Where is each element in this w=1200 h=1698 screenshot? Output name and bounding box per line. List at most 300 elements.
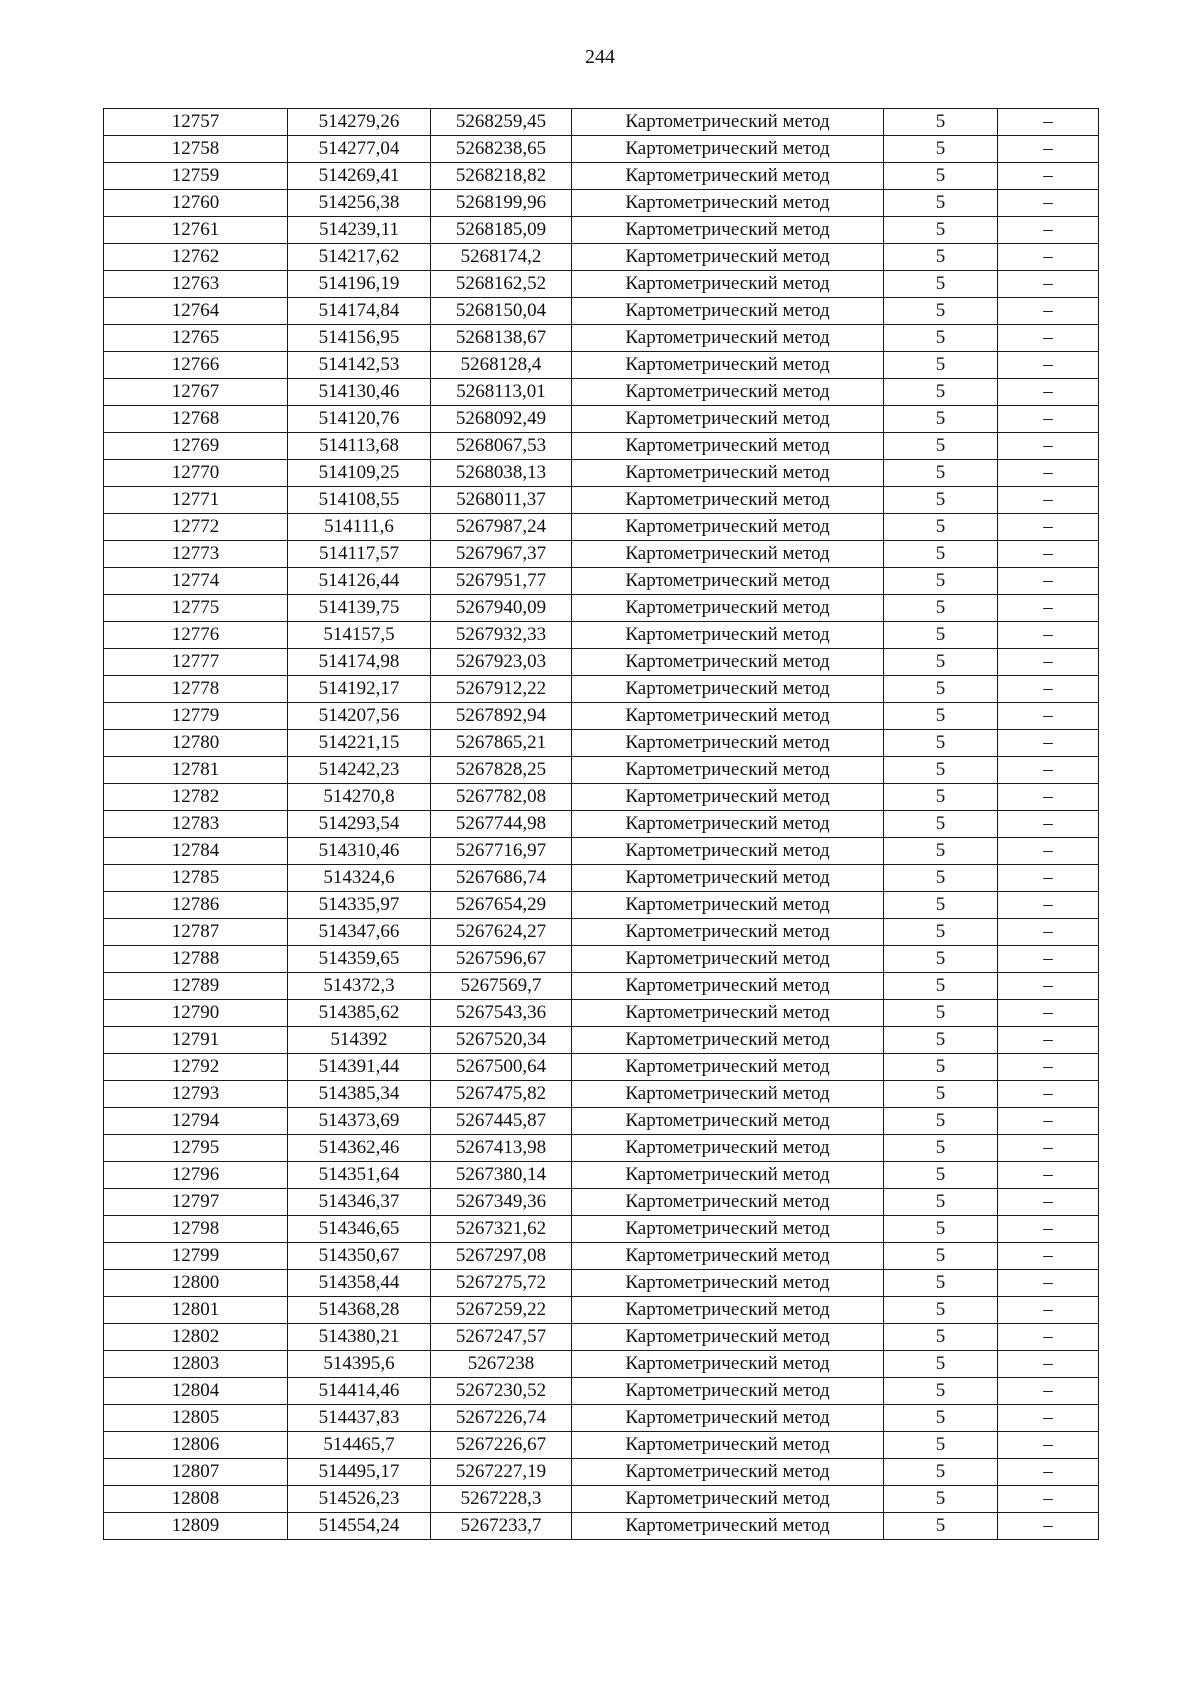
accuracy-cell: 5	[884, 1324, 998, 1351]
y-coordinate-cell: 5267413,98	[431, 1135, 572, 1162]
table-row	[104, 919, 1099, 946]
note-cell: –	[998, 1000, 1099, 1027]
table-row	[104, 109, 1099, 136]
accuracy-cell: 5	[884, 1351, 998, 1378]
y-coordinate-cell: 5268011,37	[431, 487, 572, 514]
table-row	[104, 973, 1099, 1000]
x-coordinate-cell: 514465,7	[288, 1432, 431, 1459]
accuracy-cell: 5	[884, 865, 998, 892]
accuracy-cell: 5	[884, 514, 998, 541]
note-cell: –	[998, 1243, 1099, 1270]
point-number-cell: 12783	[104, 811, 288, 838]
note-cell: –	[998, 919, 1099, 946]
table-row	[104, 1405, 1099, 1432]
table-row	[104, 1000, 1099, 1027]
accuracy-cell: 5	[884, 1216, 998, 1243]
accuracy-cell: 5	[884, 163, 998, 190]
method-cell: Картометрический метод	[572, 352, 884, 379]
y-coordinate-cell: 5268092,49	[431, 406, 572, 433]
table-row	[104, 1378, 1099, 1405]
accuracy-cell: 5	[884, 136, 998, 163]
note-cell: –	[998, 730, 1099, 757]
point-number-cell: 12802	[104, 1324, 288, 1351]
y-coordinate-cell: 5267951,77	[431, 568, 572, 595]
note-cell: –	[998, 892, 1099, 919]
note-cell: –	[998, 163, 1099, 190]
x-coordinate-cell: 514139,75	[288, 595, 431, 622]
note-cell: –	[998, 1081, 1099, 1108]
y-coordinate-cell: 5267596,67	[431, 946, 572, 973]
accuracy-cell: 5	[884, 1189, 998, 1216]
point-number-cell: 12770	[104, 460, 288, 487]
table-row	[104, 595, 1099, 622]
method-cell: Картометрический метод	[572, 757, 884, 784]
note-cell: –	[998, 1405, 1099, 1432]
method-cell: Картометрический метод	[572, 298, 884, 325]
note-cell: –	[998, 595, 1099, 622]
coordinates-table	[103, 108, 1099, 1540]
x-coordinate-cell: 514270,8	[288, 784, 431, 811]
table-row	[104, 1027, 1099, 1054]
note-cell: –	[998, 352, 1099, 379]
y-coordinate-cell: 5267892,94	[431, 703, 572, 730]
y-coordinate-cell: 5267967,37	[431, 541, 572, 568]
note-cell: –	[998, 1486, 1099, 1513]
note-cell: –	[998, 1324, 1099, 1351]
x-coordinate-cell: 514157,5	[288, 622, 431, 649]
x-coordinate-cell: 514362,46	[288, 1135, 431, 1162]
note-cell: –	[998, 136, 1099, 163]
accuracy-cell: 5	[884, 1162, 998, 1189]
table-row	[104, 379, 1099, 406]
table-row	[104, 1297, 1099, 1324]
y-coordinate-cell: 5267912,22	[431, 676, 572, 703]
x-coordinate-cell: 514269,41	[288, 163, 431, 190]
y-coordinate-cell: 5267987,24	[431, 514, 572, 541]
table-row	[104, 1135, 1099, 1162]
method-cell: Картометрический метод	[572, 1108, 884, 1135]
note-cell: –	[998, 784, 1099, 811]
point-number-cell: 12771	[104, 487, 288, 514]
method-cell: Картометрический метод	[572, 460, 884, 487]
point-number-cell: 12763	[104, 271, 288, 298]
x-coordinate-cell: 514351,64	[288, 1162, 431, 1189]
x-coordinate-cell: 514120,76	[288, 406, 431, 433]
method-cell: Картометрический метод	[572, 1027, 884, 1054]
table-row	[104, 460, 1099, 487]
table-row	[104, 433, 1099, 460]
y-coordinate-cell: 5268174,2	[431, 244, 572, 271]
table-row	[104, 1216, 1099, 1243]
accuracy-cell: 5	[884, 109, 998, 136]
accuracy-cell: 5	[884, 568, 998, 595]
accuracy-cell: 5	[884, 325, 998, 352]
note-cell: –	[998, 298, 1099, 325]
point-number-cell: 12784	[104, 838, 288, 865]
note-cell: –	[998, 487, 1099, 514]
method-cell: Картометрический метод	[572, 1459, 884, 1486]
note-cell: –	[998, 622, 1099, 649]
y-coordinate-cell: 5267716,97	[431, 838, 572, 865]
table-row	[104, 838, 1099, 865]
accuracy-cell: 5	[884, 1459, 998, 1486]
y-coordinate-cell: 5267782,08	[431, 784, 572, 811]
y-coordinate-cell: 5268199,96	[431, 190, 572, 217]
point-number-cell: 12769	[104, 433, 288, 460]
accuracy-cell: 5	[884, 1513, 998, 1540]
accuracy-cell: 5	[884, 892, 998, 919]
accuracy-cell: 5	[884, 541, 998, 568]
note-cell: –	[998, 190, 1099, 217]
y-coordinate-cell: 5267297,08	[431, 1243, 572, 1270]
method-cell: Картометрический метод	[572, 892, 884, 919]
x-coordinate-cell: 514142,53	[288, 352, 431, 379]
table-row	[104, 622, 1099, 649]
x-coordinate-cell: 514174,84	[288, 298, 431, 325]
x-coordinate-cell: 514391,44	[288, 1054, 431, 1081]
point-number-cell: 12775	[104, 595, 288, 622]
note-cell: –	[998, 1459, 1099, 1486]
note-cell: –	[998, 1270, 1099, 1297]
accuracy-cell: 5	[884, 1081, 998, 1108]
note-cell: –	[998, 676, 1099, 703]
point-number-cell: 12797	[104, 1189, 288, 1216]
point-number-cell: 12794	[104, 1108, 288, 1135]
point-number-cell: 12808	[104, 1486, 288, 1513]
x-coordinate-cell: 514526,23	[288, 1486, 431, 1513]
y-coordinate-cell: 5267923,03	[431, 649, 572, 676]
accuracy-cell: 5	[884, 946, 998, 973]
point-number-cell: 12759	[104, 163, 288, 190]
y-coordinate-cell: 5268185,09	[431, 217, 572, 244]
accuracy-cell: 5	[884, 622, 998, 649]
point-number-cell: 12807	[104, 1459, 288, 1486]
accuracy-cell: 5	[884, 595, 998, 622]
method-cell: Картометрический метод	[572, 325, 884, 352]
y-coordinate-cell: 5267226,74	[431, 1405, 572, 1432]
accuracy-cell: 5	[884, 676, 998, 703]
x-coordinate-cell: 514347,66	[288, 919, 431, 946]
point-number-cell: 12792	[104, 1054, 288, 1081]
table-row	[104, 1108, 1099, 1135]
point-number-cell: 12781	[104, 757, 288, 784]
x-coordinate-cell: 514113,68	[288, 433, 431, 460]
x-coordinate-cell: 514335,97	[288, 892, 431, 919]
method-cell: Картометрический метод	[572, 676, 884, 703]
note-cell: –	[998, 406, 1099, 433]
y-coordinate-cell: 5267238	[431, 1351, 572, 1378]
accuracy-cell: 5	[884, 244, 998, 271]
table-row	[104, 568, 1099, 595]
accuracy-cell: 5	[884, 298, 998, 325]
x-coordinate-cell: 514221,15	[288, 730, 431, 757]
x-coordinate-cell: 514239,11	[288, 217, 431, 244]
point-number-cell: 12809	[104, 1513, 288, 1540]
table-row	[104, 649, 1099, 676]
method-cell: Картометрический метод	[572, 1189, 884, 1216]
note-cell: –	[998, 1432, 1099, 1459]
x-coordinate-cell: 514385,34	[288, 1081, 431, 1108]
y-coordinate-cell: 5268038,13	[431, 460, 572, 487]
y-coordinate-cell: 5267475,82	[431, 1081, 572, 1108]
point-number-cell: 12762	[104, 244, 288, 271]
y-coordinate-cell: 5268162,52	[431, 271, 572, 298]
accuracy-cell: 5	[884, 190, 998, 217]
accuracy-cell: 5	[884, 1027, 998, 1054]
note-cell: –	[998, 811, 1099, 838]
table-row	[104, 892, 1099, 919]
method-cell: Картометрический метод	[572, 622, 884, 649]
table-row	[104, 1270, 1099, 1297]
table-row	[104, 1189, 1099, 1216]
y-coordinate-cell: 5267520,34	[431, 1027, 572, 1054]
method-cell: Картометрический метод	[572, 1351, 884, 1378]
accuracy-cell: 5	[884, 379, 998, 406]
accuracy-cell: 5	[884, 919, 998, 946]
y-coordinate-cell: 5267233,7	[431, 1513, 572, 1540]
method-cell: Картометрический метод	[572, 514, 884, 541]
accuracy-cell: 5	[884, 784, 998, 811]
method-cell: Картометрический метод	[572, 406, 884, 433]
x-coordinate-cell: 514192,17	[288, 676, 431, 703]
point-number-cell: 12774	[104, 568, 288, 595]
note-cell: –	[998, 541, 1099, 568]
method-cell: Картометрический метод	[572, 379, 884, 406]
accuracy-cell: 5	[884, 838, 998, 865]
x-coordinate-cell: 514358,44	[288, 1270, 431, 1297]
x-coordinate-cell: 514256,38	[288, 190, 431, 217]
y-coordinate-cell: 5267247,57	[431, 1324, 572, 1351]
note-cell: –	[998, 1108, 1099, 1135]
accuracy-cell: 5	[884, 1270, 998, 1297]
table-row	[104, 271, 1099, 298]
x-coordinate-cell: 514373,69	[288, 1108, 431, 1135]
point-number-cell: 12765	[104, 325, 288, 352]
method-cell: Картометрический метод	[572, 703, 884, 730]
x-coordinate-cell: 514156,95	[288, 325, 431, 352]
x-coordinate-cell: 514554,24	[288, 1513, 431, 1540]
table-row	[104, 865, 1099, 892]
y-coordinate-cell: 5267654,29	[431, 892, 572, 919]
method-cell: Картометрический метод	[572, 217, 884, 244]
x-coordinate-cell: 514346,37	[288, 1189, 431, 1216]
accuracy-cell: 5	[884, 1297, 998, 1324]
x-coordinate-cell: 514380,21	[288, 1324, 431, 1351]
x-coordinate-cell: 514130,46	[288, 379, 431, 406]
accuracy-cell: 5	[884, 406, 998, 433]
point-number-cell: 12786	[104, 892, 288, 919]
page-number: 244	[585, 46, 615, 68]
x-coordinate-cell: 514359,65	[288, 946, 431, 973]
point-number-cell: 12795	[104, 1135, 288, 1162]
point-number-cell: 12776	[104, 622, 288, 649]
accuracy-cell: 5	[884, 1378, 998, 1405]
note-cell: –	[998, 379, 1099, 406]
point-number-cell: 12780	[104, 730, 288, 757]
y-coordinate-cell: 5267940,09	[431, 595, 572, 622]
x-coordinate-cell: 514126,44	[288, 568, 431, 595]
point-number-cell: 12798	[104, 1216, 288, 1243]
point-number-cell: 12806	[104, 1432, 288, 1459]
y-coordinate-cell: 5267828,25	[431, 757, 572, 784]
point-number-cell: 12758	[104, 136, 288, 163]
table-row	[104, 325, 1099, 352]
method-cell: Картометрический метод	[572, 568, 884, 595]
x-coordinate-cell: 514109,25	[288, 460, 431, 487]
point-number-cell: 12801	[104, 1297, 288, 1324]
table-row	[104, 1324, 1099, 1351]
table-row	[104, 703, 1099, 730]
y-coordinate-cell: 5267226,67	[431, 1432, 572, 1459]
method-cell: Картометрический метод	[572, 919, 884, 946]
note-cell: –	[998, 460, 1099, 487]
note-cell: –	[998, 1135, 1099, 1162]
accuracy-cell: 5	[884, 487, 998, 514]
note-cell: –	[998, 1297, 1099, 1324]
table-row	[104, 217, 1099, 244]
table-row	[104, 1081, 1099, 1108]
method-cell: Картометрический метод	[572, 541, 884, 568]
note-cell: –	[998, 973, 1099, 1000]
method-cell: Картометрический метод	[572, 649, 884, 676]
y-coordinate-cell: 5267865,21	[431, 730, 572, 757]
x-coordinate-cell: 514293,54	[288, 811, 431, 838]
point-number-cell: 12788	[104, 946, 288, 973]
table-row	[104, 406, 1099, 433]
x-coordinate-cell: 514242,23	[288, 757, 431, 784]
method-cell: Картометрический метод	[572, 1270, 884, 1297]
x-coordinate-cell: 514392	[288, 1027, 431, 1054]
accuracy-cell: 5	[884, 730, 998, 757]
table-row	[104, 730, 1099, 757]
x-coordinate-cell: 514111,6	[288, 514, 431, 541]
note-cell: –	[998, 1162, 1099, 1189]
method-cell: Картометрический метод	[572, 271, 884, 298]
y-coordinate-cell: 5267932,33	[431, 622, 572, 649]
x-coordinate-cell: 514117,57	[288, 541, 431, 568]
accuracy-cell: 5	[884, 973, 998, 1000]
accuracy-cell: 5	[884, 1432, 998, 1459]
method-cell: Картометрический метод	[572, 1486, 884, 1513]
note-cell: –	[998, 703, 1099, 730]
point-number-cell: 12804	[104, 1378, 288, 1405]
method-cell: Картометрический метод	[572, 784, 884, 811]
method-cell: Картометрический метод	[572, 136, 884, 163]
note-cell: –	[998, 271, 1099, 298]
x-coordinate-cell: 514385,62	[288, 1000, 431, 1027]
method-cell: Картометрический метод	[572, 595, 884, 622]
x-coordinate-cell: 514310,46	[288, 838, 431, 865]
point-number-cell: 12790	[104, 1000, 288, 1027]
y-coordinate-cell: 5268259,45	[431, 109, 572, 136]
note-cell: –	[998, 865, 1099, 892]
point-number-cell: 12768	[104, 406, 288, 433]
y-coordinate-cell: 5267321,62	[431, 1216, 572, 1243]
point-number-cell: 12757	[104, 109, 288, 136]
point-number-cell: 12764	[104, 298, 288, 325]
x-coordinate-cell: 514279,26	[288, 109, 431, 136]
point-number-cell: 12778	[104, 676, 288, 703]
note-cell: –	[998, 244, 1099, 271]
table-row	[104, 946, 1099, 973]
accuracy-cell: 5	[884, 811, 998, 838]
accuracy-cell: 5	[884, 352, 998, 379]
x-coordinate-cell: 514346,65	[288, 1216, 431, 1243]
accuracy-cell: 5	[884, 460, 998, 487]
x-coordinate-cell: 514414,46	[288, 1378, 431, 1405]
method-cell: Картометрический метод	[572, 1162, 884, 1189]
table-row	[104, 163, 1099, 190]
method-cell: Картометрический метод	[572, 1243, 884, 1270]
table-row	[104, 1459, 1099, 1486]
note-cell: –	[998, 649, 1099, 676]
table-row	[104, 487, 1099, 514]
note-cell: –	[998, 1027, 1099, 1054]
method-cell: Картометрический метод	[572, 838, 884, 865]
method-cell: Картометрический метод	[572, 1378, 884, 1405]
note-cell: –	[998, 109, 1099, 136]
note-cell: –	[998, 568, 1099, 595]
method-cell: Картометрический метод	[572, 811, 884, 838]
coordinates-table-body	[104, 109, 1099, 1540]
note-cell: –	[998, 1054, 1099, 1081]
note-cell: –	[998, 514, 1099, 541]
y-coordinate-cell: 5268128,4	[431, 352, 572, 379]
method-cell: Картометрический метод	[572, 730, 884, 757]
note-cell: –	[998, 1351, 1099, 1378]
x-coordinate-cell: 514174,98	[288, 649, 431, 676]
y-coordinate-cell: 5267259,22	[431, 1297, 572, 1324]
table-row	[104, 514, 1099, 541]
table-row	[104, 811, 1099, 838]
table-row	[104, 1432, 1099, 1459]
note-cell: –	[998, 1378, 1099, 1405]
note-cell: –	[998, 946, 1099, 973]
accuracy-cell: 5	[884, 703, 998, 730]
table-row	[104, 190, 1099, 217]
y-coordinate-cell: 5267500,64	[431, 1054, 572, 1081]
method-cell: Картометрический метод	[572, 1513, 884, 1540]
method-cell: Картометрический метод	[572, 190, 884, 217]
y-coordinate-cell: 5267686,74	[431, 865, 572, 892]
x-coordinate-cell: 514395,6	[288, 1351, 431, 1378]
point-number-cell: 12782	[104, 784, 288, 811]
method-cell: Картометрический метод	[572, 1135, 884, 1162]
method-cell: Картометрический метод	[572, 946, 884, 973]
x-coordinate-cell: 514368,28	[288, 1297, 431, 1324]
accuracy-cell: 5	[884, 1135, 998, 1162]
accuracy-cell: 5	[884, 649, 998, 676]
y-coordinate-cell: 5267275,72	[431, 1270, 572, 1297]
y-coordinate-cell: 5267569,7	[431, 973, 572, 1000]
x-coordinate-cell: 514217,62	[288, 244, 431, 271]
y-coordinate-cell: 5268150,04	[431, 298, 572, 325]
x-coordinate-cell: 514207,56	[288, 703, 431, 730]
method-cell: Картометрический метод	[572, 1054, 884, 1081]
note-cell: –	[998, 1189, 1099, 1216]
table-row	[104, 1054, 1099, 1081]
accuracy-cell: 5	[884, 1000, 998, 1027]
point-number-cell: 12805	[104, 1405, 288, 1432]
table-row	[104, 1243, 1099, 1270]
x-coordinate-cell: 514324,6	[288, 865, 431, 892]
note-cell: –	[998, 757, 1099, 784]
x-coordinate-cell: 514372,3	[288, 973, 431, 1000]
table-row	[104, 244, 1099, 271]
y-coordinate-cell: 5267349,36	[431, 1189, 572, 1216]
x-coordinate-cell: 514108,55	[288, 487, 431, 514]
note-cell: –	[998, 433, 1099, 460]
